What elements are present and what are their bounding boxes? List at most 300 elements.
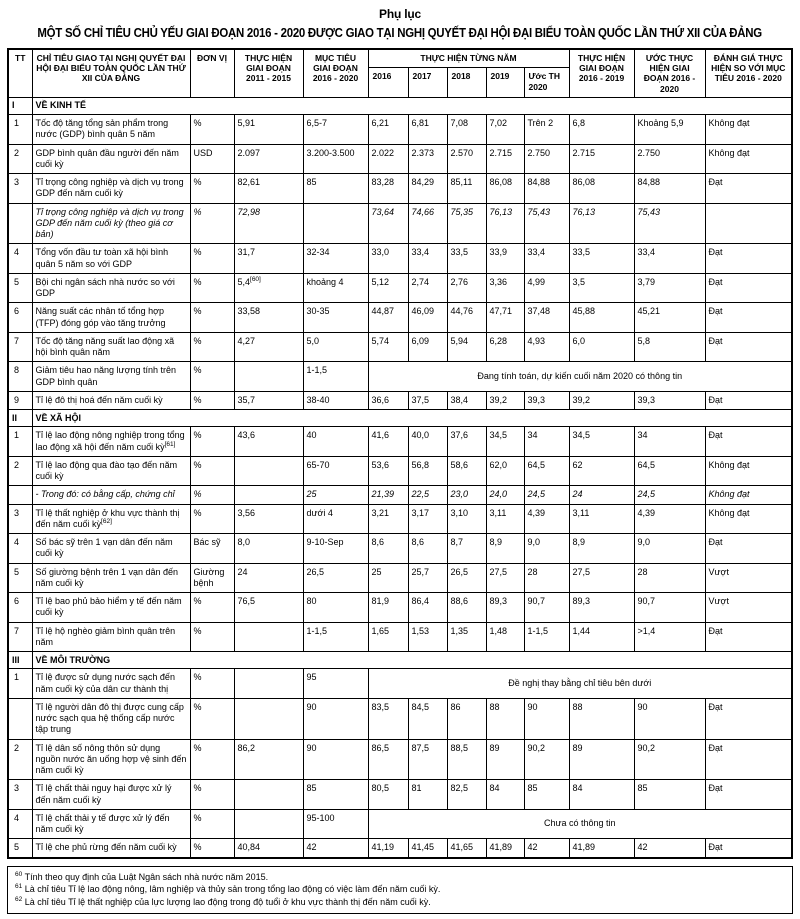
- est-2016-2020: 24,5: [634, 486, 705, 504]
- footnote-61: [15, 883, 785, 896]
- est-2016-2020: 90: [634, 698, 705, 739]
- row-number: 9: [8, 391, 32, 409]
- evaluation: Đạt: [705, 622, 792, 652]
- target-2016-2020: dưới 4: [303, 504, 368, 534]
- perf-2011-2015: [234, 698, 303, 739]
- value-2019: 8,9: [486, 534, 524, 564]
- value-2017: 74,66: [408, 203, 447, 244]
- value-est-2020: 33,4: [524, 244, 569, 274]
- perf-2016-2019: 45,88: [569, 303, 634, 333]
- value-2019: 88: [486, 698, 524, 739]
- target-2016-2020: 5,0: [303, 332, 368, 362]
- indicator-name: Tỉ lệ dân số nông thôn sử dụng nguồn nước ăn uống hợp vệ sinh đến năm cuối kỳ: [32, 739, 190, 780]
- value-2018: 26,5: [447, 563, 486, 593]
- perf-2016-2019: 3,11: [569, 504, 634, 534]
- perf-2011-2015: 5,91: [234, 115, 303, 145]
- indicator-name: GDP bình quân đầu người đến năm cuối kỳ: [32, 144, 190, 174]
- value-2018: 2,76: [447, 273, 486, 303]
- value-2016: 41,6: [368, 427, 408, 457]
- table-row: [8, 504, 792, 534]
- col-header-est-2016-2020: ƯỚC THỰC HIỆN GIAI ĐOẠN 2016 - 2020: [634, 49, 705, 97]
- value-2016: 83,5: [368, 698, 408, 739]
- value-est-2020: 9,0: [524, 534, 569, 564]
- evaluation: Đạt: [705, 427, 792, 457]
- row-number: 2: [8, 456, 32, 486]
- perf-2016-2019: 39,2: [569, 391, 634, 409]
- unit: %: [190, 593, 234, 623]
- section-title: VỀ XÃ HỘI: [32, 410, 792, 427]
- indicator-name: Tỉ lệ hộ nghèo giảm bình quân trên năm: [32, 622, 190, 652]
- table-row: [8, 669, 792, 699]
- indicator-name: Giảm tiêu hao năng lượng tính trên GDP bình quân: [32, 362, 190, 392]
- value-2018: 23,0: [447, 486, 486, 504]
- est-2016-2020: 84,88: [634, 174, 705, 204]
- indicator-name: Bội chi ngân sách nhà nước so với GDP: [32, 273, 190, 303]
- row-number: 5: [8, 563, 32, 593]
- target-2016-2020: 80: [303, 593, 368, 623]
- value-est-2020: 90: [524, 698, 569, 739]
- est-2016-2020: 2.750: [634, 144, 705, 174]
- evaluation: Đạt: [705, 303, 792, 333]
- unit: %: [190, 486, 234, 504]
- target-2016-2020: 6,5-7: [303, 115, 368, 145]
- row-number: 1: [8, 115, 32, 145]
- perf-2011-2015: [234, 362, 303, 392]
- value-2019: 3,36: [486, 273, 524, 303]
- target-2016-2020: 85: [303, 780, 368, 810]
- evaluation: Đạt: [705, 780, 792, 810]
- table-row: [8, 427, 792, 457]
- value-2017: 37,5: [408, 391, 447, 409]
- value-2018: 88,5: [447, 739, 486, 780]
- value-2018: 86: [447, 698, 486, 739]
- unit: %: [190, 669, 234, 699]
- perf-2016-2019: 3,5: [569, 273, 634, 303]
- value-2019: 7,02: [486, 115, 524, 145]
- col-header-target-2016-2020: MỤC TIÊU GIAI ĐOẠN 2016 - 2020: [303, 49, 368, 97]
- note: Đang tính toán, dự kiến cuối năm 2020 có thông tin: [368, 362, 792, 392]
- table-row: [8, 391, 792, 409]
- target-2016-2020: [303, 203, 368, 244]
- perf-2016-2019: 84: [569, 780, 634, 810]
- unit: Giường bệnh: [190, 563, 234, 593]
- unit: %: [190, 780, 234, 810]
- table-row: [8, 174, 792, 204]
- evaluation: Đạt: [705, 244, 792, 274]
- value-2016: 36,6: [368, 391, 408, 409]
- value-2018: 41,65: [447, 839, 486, 858]
- unit: %: [190, 456, 234, 486]
- indicator-name: Tỉ lệ lao động nông nghiệp trong tổng lao động xã hội đến năm cuối kỳ[61]: [32, 427, 190, 457]
- section-number: II: [8, 410, 32, 427]
- est-2016-2020: 33,4: [634, 244, 705, 274]
- value-2017: 81: [408, 780, 447, 810]
- value-2018: 1,35: [447, 622, 486, 652]
- target-2016-2020: 65-70: [303, 456, 368, 486]
- perf-2016-2019: 86,08: [569, 174, 634, 204]
- footnote-marker: 61: [15, 883, 23, 891]
- perf-2016-2019: 88: [569, 698, 634, 739]
- target-2016-2020: 30-35: [303, 303, 368, 333]
- unit: Bác sỹ: [190, 534, 234, 564]
- value-2018: 85,11: [447, 174, 486, 204]
- evaluation: Đạt: [705, 174, 792, 204]
- est-2016-2020: 75,43: [634, 203, 705, 244]
- table-row: [8, 780, 792, 810]
- footnotes-box: [7, 866, 793, 915]
- value-2018: 38,4: [447, 391, 486, 409]
- value-est-2020: 90,2: [524, 739, 569, 780]
- value-est-2020: 4,99: [524, 273, 569, 303]
- value-2017: 84,5: [408, 698, 447, 739]
- value-est-2020: 85: [524, 780, 569, 810]
- value-2019: 39,2: [486, 391, 524, 409]
- value-2016: 1,65: [368, 622, 408, 652]
- value-est-2020: 75,43: [524, 203, 569, 244]
- unit: %: [190, 839, 234, 858]
- target-2016-2020: 25: [303, 486, 368, 504]
- perf-2011-2015: [234, 809, 303, 839]
- indicator-name: Tỉ lệ người dân đô thị được cung cấp nước sạch qua hệ thống cấp nước tập trung: [32, 698, 190, 739]
- col-header-perf-2011-2015: THỰC HIỆN GIAI ĐOẠN 2011 - 2015: [234, 49, 303, 97]
- value-est-2020: 4,93: [524, 332, 569, 362]
- page-title: MỘT SỐ CHỈ TIÊU CHỦ YẾU GIAI ĐOẠN 2016 - 2020 ĐƯỢC GIAO TẠI NGHỊ QUYẾT ĐẠI HỘI ĐẠI BIỂU TOÀN QUỐC LẦN THỨ XII CỦA ĐẢNG: [37, 25, 763, 40]
- unit: %: [190, 203, 234, 244]
- indicator-name: Tốc độ tăng tổng sản phẩm trong nước (GDP) bình quân 5 năm: [32, 115, 190, 145]
- est-2016-2020: >1,4: [634, 622, 705, 652]
- perf-2011-2015: 76,5: [234, 593, 303, 623]
- value-2017: 33,4: [408, 244, 447, 274]
- evaluation: Đạt: [705, 332, 792, 362]
- est-2016-2020: 4,39: [634, 504, 705, 534]
- perf-2016-2019: 89: [569, 739, 634, 780]
- table-row: [8, 456, 792, 486]
- col-header-yearly-group: THỰC HIỆN TỪNG NĂM: [368, 49, 569, 68]
- table-header: [8, 49, 792, 97]
- perf-2011-2015: 72,98: [234, 203, 303, 244]
- table-row: [8, 203, 792, 244]
- target-2016-2020: 9-10-Sep: [303, 534, 368, 564]
- target-2016-2020: khoảng 4: [303, 273, 368, 303]
- indicator-name: Tỉ trọng công nghiệp và dịch vụ trong GDP đến năm cuối kỳ (theo giá cơ bản): [32, 203, 190, 244]
- evaluation: Đạt: [705, 534, 792, 564]
- table-row: [8, 839, 792, 858]
- value-2017: 84,29: [408, 174, 447, 204]
- value-est-2020: 42: [524, 839, 569, 858]
- perf-2016-2019: 33,5: [569, 244, 634, 274]
- est-2016-2020: 42: [634, 839, 705, 858]
- table-row: [8, 739, 792, 780]
- section-row: [8, 652, 792, 669]
- perf-2011-2015: 43,6: [234, 427, 303, 457]
- evaluation: Không đạt: [705, 456, 792, 486]
- table-row: [8, 362, 792, 392]
- evaluation: Không đạt: [705, 115, 792, 145]
- col-header-tt: TT: [8, 49, 32, 97]
- row-number: 7: [8, 332, 32, 362]
- table-row: [8, 809, 792, 839]
- unit: %: [190, 332, 234, 362]
- value-2017: 40,0: [408, 427, 447, 457]
- indicator-name: Tỉ lệ che phủ rừng đến năm cuối kỳ: [32, 839, 190, 858]
- perf-2016-2019: 27,5: [569, 563, 634, 593]
- table-row: [8, 622, 792, 652]
- footnote-marker: 62: [15, 895, 23, 903]
- value-2017: 86,4: [408, 593, 447, 623]
- perf-2011-2015: 40,84: [234, 839, 303, 858]
- col-header-2019: 2019: [486, 68, 524, 97]
- perf-2011-2015: [234, 622, 303, 652]
- indicator-name: Tốc độ tăng năng suất lao động xã hội bình quân năm: [32, 332, 190, 362]
- row-number: 3: [8, 174, 32, 204]
- evaluation: [705, 203, 792, 244]
- value-2019: 33,9: [486, 244, 524, 274]
- indicator-name: Tỉ lệ đô thị hoá đến năm cuối kỳ: [32, 391, 190, 409]
- value-2017: 56,8: [408, 456, 447, 486]
- indicator-name: Tỉ lệ chất thải y tế được xử lý đến năm cuối kỳ: [32, 809, 190, 839]
- perf-2016-2019: 34,5: [569, 427, 634, 457]
- value-2018: 2.570: [447, 144, 486, 174]
- value-2019: 41,89: [486, 839, 524, 858]
- value-2017: 6,09: [408, 332, 447, 362]
- value-2017: 41,45: [408, 839, 447, 858]
- table-row: [8, 534, 792, 564]
- value-2016: 83,28: [368, 174, 408, 204]
- evaluation: Không đạt: [705, 144, 792, 174]
- value-est-2020: 2.750: [524, 144, 569, 174]
- value-2018: 8,7: [447, 534, 486, 564]
- value-2018: 37,6: [447, 427, 486, 457]
- target-2016-2020: 32-34: [303, 244, 368, 274]
- perf-2011-2015: 2.097: [234, 144, 303, 174]
- row-number: 6: [8, 593, 32, 623]
- row-number: 4: [8, 534, 32, 564]
- perf-2016-2019: 62: [569, 456, 634, 486]
- indicator-name: Tỉ trọng công nghiệp và dịch vụ trong GDP đến năm cuối kỳ: [32, 174, 190, 204]
- value-est-2020: 28: [524, 563, 569, 593]
- unit: %: [190, 362, 234, 392]
- value-2016: 73,64: [368, 203, 408, 244]
- row-number: 6: [8, 303, 32, 333]
- table-row: [8, 486, 792, 504]
- row-number: 7: [8, 622, 32, 652]
- unit: %: [190, 174, 234, 204]
- evaluation: Vượt: [705, 593, 792, 623]
- unit: %: [190, 504, 234, 534]
- unit: %: [190, 115, 234, 145]
- table-row: [8, 332, 792, 362]
- perf-2011-2015: 8,0: [234, 534, 303, 564]
- row-number: 1: [8, 669, 32, 699]
- value-2016: 5,74: [368, 332, 408, 362]
- target-2016-2020: 1-1,5: [303, 362, 368, 392]
- value-2018: 82,5: [447, 780, 486, 810]
- footnote-62: [15, 896, 785, 909]
- unit: %: [190, 391, 234, 409]
- value-2016: 80,5: [368, 780, 408, 810]
- target-2016-2020: 3.200-3.500: [303, 144, 368, 174]
- value-2019: 2.715: [486, 144, 524, 174]
- table-row: [8, 273, 792, 303]
- document-pretitle: Phụ lục: [379, 7, 421, 21]
- row-number: [8, 698, 32, 739]
- value-2017: 87,5: [408, 739, 447, 780]
- col-header-perf-2016-2019: THỰC HIỆN GIAI ĐOẠN 2016 - 2019: [569, 49, 634, 97]
- est-2016-2020: 39,3: [634, 391, 705, 409]
- section-number: I: [8, 97, 32, 114]
- title-wrap: [7, 25, 793, 40]
- col-header-2016: 2016: [368, 68, 408, 97]
- unit: %: [190, 698, 234, 739]
- row-number: 3: [8, 780, 32, 810]
- table-body: [8, 97, 792, 857]
- perf-2011-2015: 5,4[60]: [234, 273, 303, 303]
- evaluation: Đạt: [705, 391, 792, 409]
- footnote-text: Là chỉ tiêu Tỉ lệ lao động nông, lâm nghiệp và thủy sản trong tổng lao động có việc làm đến năm cuối kỳ.: [24, 884, 441, 895]
- header-row-1: [8, 49, 792, 68]
- evaluation: Đạt: [705, 739, 792, 780]
- value-2019: 76,13: [486, 203, 524, 244]
- perf-2016-2019: 2.715: [569, 144, 634, 174]
- value-2019: 86,08: [486, 174, 524, 204]
- est-2016-2020: Khoảng 5,9: [634, 115, 705, 145]
- value-2016: 81,9: [368, 593, 408, 623]
- value-2018: 58,6: [447, 456, 486, 486]
- perf-2016-2019: 8,9: [569, 534, 634, 564]
- row-number: 8: [8, 362, 32, 392]
- row-number: 2: [8, 144, 32, 174]
- target-2016-2020: 90: [303, 698, 368, 739]
- perf-2016-2019: 6,0: [569, 332, 634, 362]
- target-2016-2020: 26,5: [303, 563, 368, 593]
- perf-2016-2019: 1,44: [569, 622, 634, 652]
- value-2016: 2.022: [368, 144, 408, 174]
- perf-2011-2015: [234, 486, 303, 504]
- perf-2011-2015: [234, 456, 303, 486]
- value-est-2020: 1-1,5: [524, 622, 569, 652]
- evaluation: Đạt: [705, 698, 792, 739]
- target-2016-2020: 38-40: [303, 391, 368, 409]
- value-2019: 34,5: [486, 427, 524, 457]
- indicator-name: Tỉ lệ thất nghiệp ở khu vực thành thị đến năm cuối kỳ[62]: [32, 504, 190, 534]
- row-number: [8, 486, 32, 504]
- value-2019: 89,3: [486, 593, 524, 623]
- target-2016-2020: 42: [303, 839, 368, 858]
- section-title: VỀ MÔI TRƯỜNG: [32, 652, 792, 669]
- value-2018: 3,10: [447, 504, 486, 534]
- value-est-2020: Trên 2: [524, 115, 569, 145]
- value-2016: 25: [368, 563, 408, 593]
- evaluation: Đạt: [705, 839, 792, 858]
- col-header-est-2020: Ước TH 2020: [524, 68, 569, 97]
- target-2016-2020: 95: [303, 669, 368, 699]
- target-2016-2020: 1-1,5: [303, 622, 368, 652]
- value-2019: 24,0: [486, 486, 524, 504]
- evaluation: Không đạt: [705, 486, 792, 504]
- perf-2011-2015: [234, 780, 303, 810]
- footnote-marker: 60: [15, 870, 23, 878]
- target-2016-2020: 85: [303, 174, 368, 204]
- value-2016: 44,87: [368, 303, 408, 333]
- value-2019: 47,71: [486, 303, 524, 333]
- table-row: [8, 563, 792, 593]
- table-row: [8, 303, 792, 333]
- target-2016-2020: 95-100: [303, 809, 368, 839]
- row-number: 4: [8, 809, 32, 839]
- value-est-2020: 4,39: [524, 504, 569, 534]
- value-est-2020: 37,48: [524, 303, 569, 333]
- perf-2011-2015: 35,7: [234, 391, 303, 409]
- est-2016-2020: 3,79: [634, 273, 705, 303]
- col-header-unit: ĐƠN VỊ: [190, 49, 234, 97]
- value-2016: 6,21: [368, 115, 408, 145]
- section-row: [8, 410, 792, 427]
- value-2016: 41,19: [368, 839, 408, 858]
- perf-2016-2019: 24: [569, 486, 634, 504]
- footnote-text: Tính theo quy định của Luật Ngân sách nhà nước năm 2015.: [24, 871, 269, 882]
- value-est-2020: 34: [524, 427, 569, 457]
- col-header-2018: 2018: [447, 68, 486, 97]
- perf-2011-2015: 3,56: [234, 504, 303, 534]
- unit: %: [190, 303, 234, 333]
- col-header-2017: 2017: [408, 68, 447, 97]
- value-est-2020: 64,5: [524, 456, 569, 486]
- est-2016-2020: 90,7: [634, 593, 705, 623]
- value-2016: 53,6: [368, 456, 408, 486]
- perf-2011-2015: 31,7: [234, 244, 303, 274]
- indicator-name: Tổng vốn đầu tư toàn xã hội bình quân 5 năm so với GDP: [32, 244, 190, 274]
- indicator-name: Số bác sỹ trên 1 vạn dân đến năm cuối kỳ: [32, 534, 190, 564]
- value-2018: 75,35: [447, 203, 486, 244]
- target-2016-2020: 90: [303, 739, 368, 780]
- row-number: 4: [8, 244, 32, 274]
- value-2019: 84: [486, 780, 524, 810]
- value-2018: 88,6: [447, 593, 486, 623]
- value-2016: 21,39: [368, 486, 408, 504]
- perf-2016-2019: 41,89: [569, 839, 634, 858]
- value-2019: 3,11: [486, 504, 524, 534]
- unit: %: [190, 739, 234, 780]
- table-row: [8, 115, 792, 145]
- value-2019: 62,0: [486, 456, 524, 486]
- unit: %: [190, 809, 234, 839]
- est-2016-2020: 34: [634, 427, 705, 457]
- value-2016: 5,12: [368, 273, 408, 303]
- indicator-name: Tỉ lệ lao động qua đào tạo đến năm cuối kỳ: [32, 456, 190, 486]
- value-2016: 8,6: [368, 534, 408, 564]
- est-2016-2020: 64,5: [634, 456, 705, 486]
- row-number: 5: [8, 273, 32, 303]
- perf-2011-2015: 82,61: [234, 174, 303, 204]
- row-number: [8, 203, 32, 244]
- indicator-name: Tỉ lệ được sử dụng nước sạch đến năm cuối kỳ của dân cư thành thị: [32, 669, 190, 699]
- value-est-2020: 24,5: [524, 486, 569, 504]
- table-row: [8, 698, 792, 739]
- evaluation: Vượt: [705, 563, 792, 593]
- row-number: 5: [8, 839, 32, 858]
- est-2016-2020: 5,8: [634, 332, 705, 362]
- value-2017: 2,74: [408, 273, 447, 303]
- col-header-evaluation: ĐÁNH GIÁ THỰC HIỆN SO VỚI MỤC TIÊU 2016 - 2020: [705, 49, 792, 97]
- value-2017: 46,09: [408, 303, 447, 333]
- target-2016-2020: 40: [303, 427, 368, 457]
- perf-2011-2015: 4,27: [234, 332, 303, 362]
- value-est-2020: 90,7: [524, 593, 569, 623]
- row-number: 3: [8, 504, 32, 534]
- est-2016-2020: 9,0: [634, 534, 705, 564]
- unit: %: [190, 427, 234, 457]
- value-2017: 25,7: [408, 563, 447, 593]
